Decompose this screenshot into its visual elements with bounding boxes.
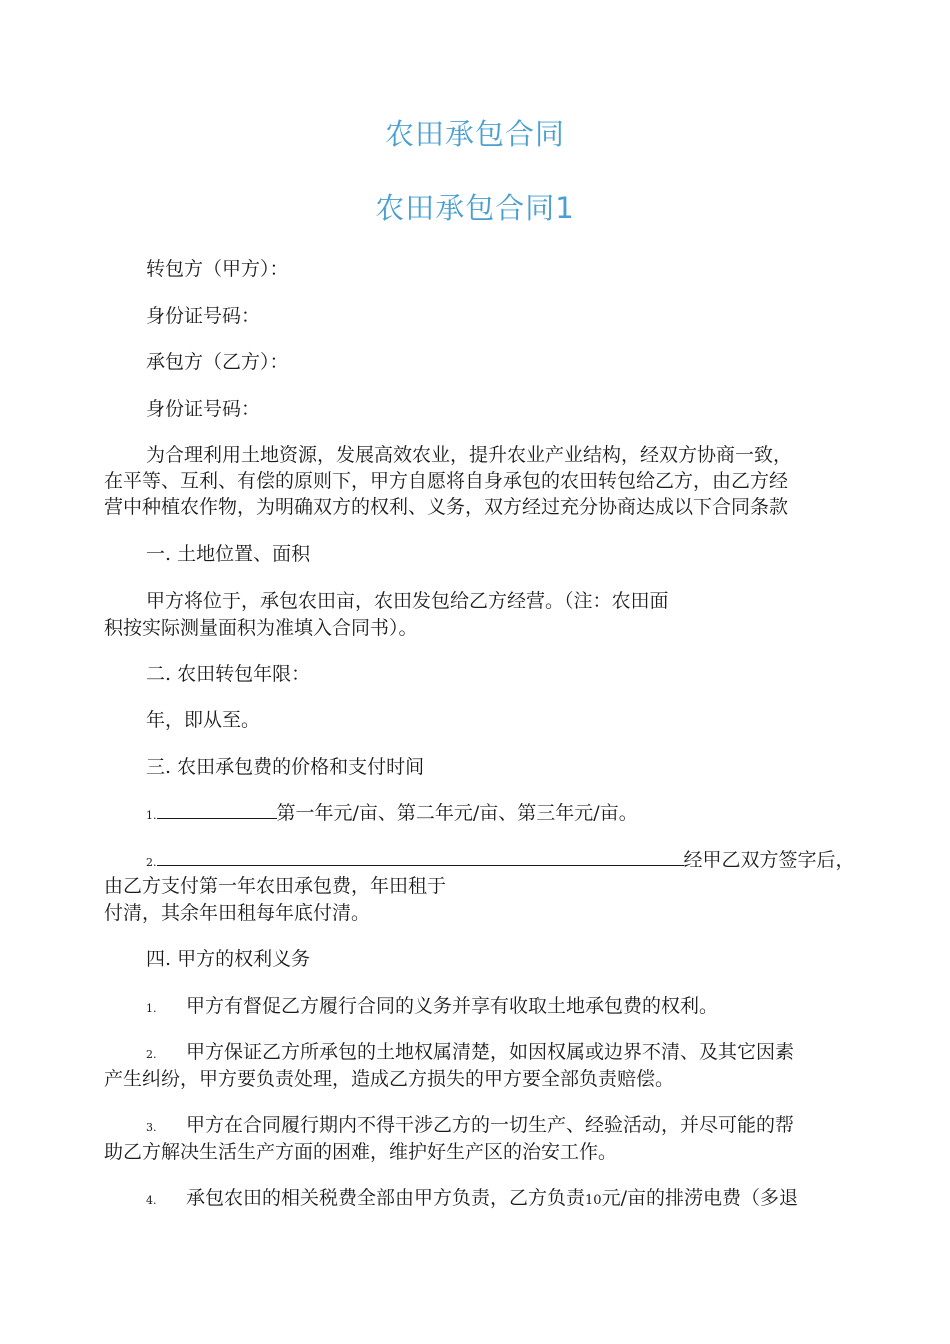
section-4-heading: 四. 甲方的权利义务 xyxy=(146,948,311,970)
document-title: 农田承包合同 xyxy=(384,117,565,151)
item-number: 2. xyxy=(146,1048,157,1061)
party-b-label: 承包方（乙方）： xyxy=(146,351,289,373)
section-4-item-2-line-2: 产生纠纷，甲方要负责处理，造成乙方损失的甲方要全部负责赔偿。 xyxy=(104,1068,675,1090)
item-text: 甲方保证乙方所承包的土地权属清楚，如因权属或边界不清、及其它因素 xyxy=(186,1041,795,1063)
section-1-body-line-1: 甲方将位于，承包农田亩，农田发包给乙方经营。（注：农田面 xyxy=(146,590,669,612)
section-4-item-1 xyxy=(146,994,718,1021)
party-b-id-label: 身份证号码： xyxy=(146,398,261,420)
fee-amount: 10 xyxy=(585,1193,602,1208)
item-text-cont: 元/亩的排涝电费（多退 xyxy=(601,1187,798,1209)
item-text: 甲方在合同履行期内不得干涉乙方的一切生产、经验活动，并尽可能的帮 xyxy=(186,1114,795,1136)
party-a-id-label: 身份证号码： xyxy=(146,305,261,327)
section-4-item-3 xyxy=(146,1113,794,1140)
section-3-item-1 xyxy=(146,801,638,828)
document-subtitle: 农田承包合同1 xyxy=(375,191,575,225)
fill-in-blank xyxy=(157,802,277,819)
intro-line-3: 营中种植农作物，为明确双方的权利、义务，双方经过充分协商达成以下合同条款 xyxy=(104,496,789,518)
section-4-item-2 xyxy=(146,1040,794,1067)
section-2-heading: 二. 农田转包年限： xyxy=(146,663,311,685)
item-text: 第一年元/亩、第二年元/亩、第三年元/亩。 xyxy=(276,802,638,824)
section-3-item-2-line-3: 付清，其余年田租每年底付清。 xyxy=(104,902,371,924)
section-1-heading: 一. 土地位置、面积 xyxy=(146,543,311,565)
fill-in-blank xyxy=(157,849,684,866)
section-3-heading: 三. 农田承包费的价格和支付时间 xyxy=(146,756,425,778)
section-4-item-4 xyxy=(146,1186,798,1213)
section-1-body-line-2: 积按实际测量面积为准填入合同书）。 xyxy=(104,617,418,639)
item-text: 甲方有督促乙方履行合同的义务并享有收取土地承包费的权利。 xyxy=(186,995,719,1017)
section-2-body: 年，即从至。 xyxy=(146,709,261,731)
section-3-item-2-line-2: 由乙方支付第一年农田承包费，年田租于 xyxy=(104,875,447,897)
section-4-item-3-line-2: 助乙方解决生活生产方面的困难，维护好生产区的治安工作。 xyxy=(104,1141,618,1163)
item-number: 3. xyxy=(146,1121,157,1134)
item-text: 承包农田的相关税费全部由甲方负责，乙方负责 xyxy=(186,1187,586,1209)
intro-line-2: 在平等、互利、有偿的原则下，甲方自愿将自身承包的农田转包给乙方，由乙方经 xyxy=(104,470,789,492)
item-number: 4. xyxy=(146,1194,157,1207)
item-number: 1. xyxy=(146,809,157,822)
item-text: 经甲乙双方签字后， xyxy=(683,849,855,871)
item-number: 1. xyxy=(146,1002,157,1015)
section-3-item-2 xyxy=(146,848,855,875)
item-number: 2. xyxy=(146,856,157,869)
intro-line-1: 为合理利用土地资源，发展高效农业，提升农业产业结构，经双方协商一致， xyxy=(146,444,793,466)
party-a-label: 转包方（甲方）： xyxy=(146,258,289,280)
